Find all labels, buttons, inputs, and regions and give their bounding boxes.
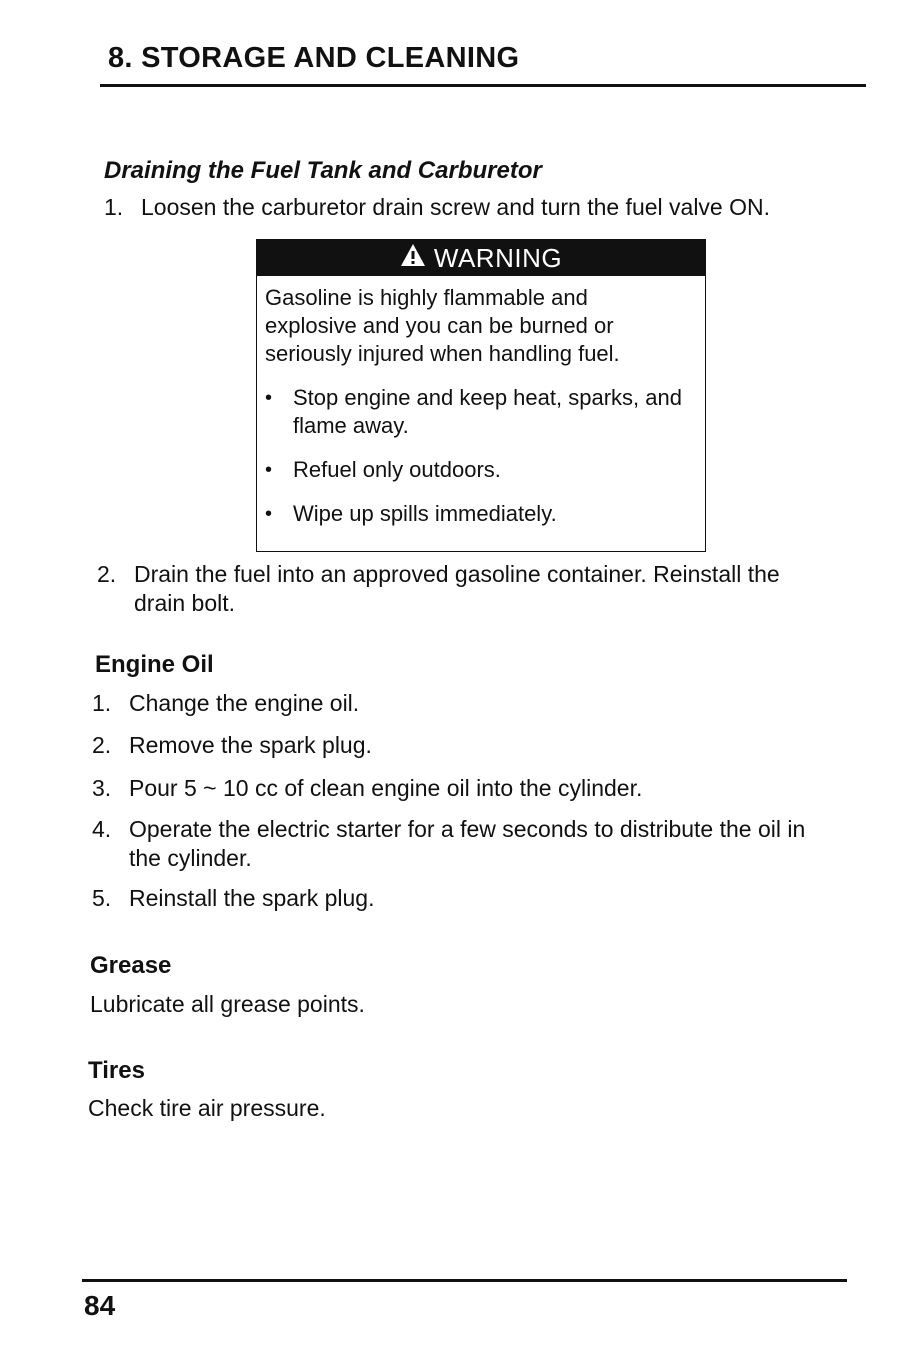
grease-heading: Grease [90, 952, 172, 979]
step-text: Pour 5 ~ 10 cc of clean engine oil into the cylinder. [129, 775, 643, 801]
step-number: 4. [92, 816, 112, 842]
step-text: Remove the spark plug. [129, 732, 372, 758]
warning-triangle-icon [400, 243, 426, 274]
bullet-text: Refuel only outdoors. [293, 457, 501, 482]
bullet-dot: • [265, 503, 273, 525]
fuel-section-heading: Draining the Fuel Tank and Carburetor [104, 157, 542, 184]
oil-step-5 [92, 884, 832, 913]
step-text: Reinstall the spark plug. [129, 885, 375, 911]
bullet-text: Wipe up spills immediately. [293, 501, 557, 526]
oil-step-1 [92, 689, 832, 718]
step-text: Change the engine oil. [129, 690, 360, 716]
header-rule [100, 84, 866, 87]
warning-body [257, 276, 705, 528]
tires-heading: Tires [88, 1057, 145, 1084]
warning-title: WARNING [433, 242, 563, 273]
step-number: 3. [92, 775, 112, 801]
page-title: 8. STORAGE AND CLEANING [108, 42, 520, 74]
step-number: 1. [104, 194, 124, 220]
warning-box [256, 239, 706, 552]
step-number: 2. [92, 732, 112, 758]
bullet-text: Stop engine and keep heat, sparks, and flame away. [293, 385, 682, 438]
oil-step-3 [92, 774, 832, 803]
step-number: 1. [92, 690, 112, 716]
bullet-dot: • [265, 459, 273, 481]
warning-bullet [265, 384, 695, 440]
engine-oil-heading: Engine Oil [95, 651, 214, 678]
warning-header [257, 240, 705, 276]
step-number: 2. [97, 561, 117, 587]
warning-bullet [265, 456, 695, 484]
warning-text: Gasoline is highly flammable and explosive and you can be burned or seriously injured when handling fuel. [265, 285, 620, 366]
bullet-dot: • [265, 387, 273, 409]
fuel-step-2 [97, 560, 832, 618]
page-number: 84 [84, 1290, 116, 1321]
tires-text: Check tire air pressure. [88, 1095, 326, 1121]
grease-text: Lubricate all grease points. [90, 991, 365, 1017]
step-number: 5. [92, 885, 112, 911]
step-text: Operate the electric starter for a few seconds to distribute the oil in the cylinder. [129, 816, 806, 871]
oil-step-2 [92, 731, 832, 760]
footer-rule [82, 1279, 847, 1282]
step-text: Drain the fuel into an approved gasoline container. Reinstall the drain bolt. [134, 561, 780, 616]
fuel-step-1 [104, 193, 824, 222]
step-text: Loosen the carburetor drain screw and turn the fuel valve ON. [141, 194, 771, 220]
oil-step-4 [92, 815, 832, 873]
warning-bullet [265, 500, 695, 528]
